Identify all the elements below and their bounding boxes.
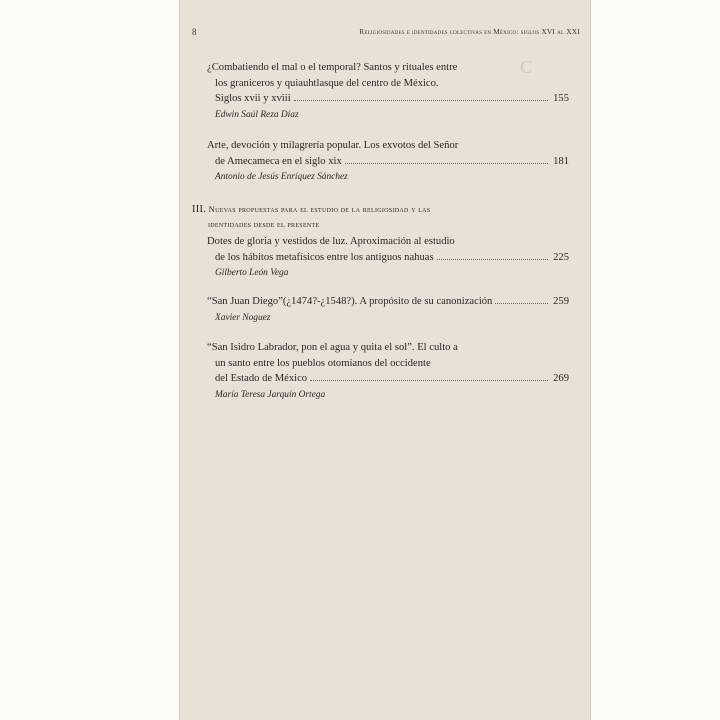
section-number: III. <box>192 204 207 215</box>
leader-dots <box>345 163 548 164</box>
page-number: 8 <box>192 27 197 37</box>
toc-page-number: 225 <box>553 251 569 263</box>
toc-entry-author: Xavier Noguez <box>215 312 271 323</box>
toc-entry <box>207 340 569 403</box>
toc-entry-last-line: del Estado de México 269 <box>207 371 569 387</box>
toc-entry <box>207 234 569 282</box>
toc-entry-last-line: “San Juan Diego”(¿1474?-¿1548?). A propósito de su canonización 259 <box>207 294 569 310</box>
toc-page-number: 269 <box>553 373 569 384</box>
toc-entry <box>207 294 569 326</box>
toc-entry-author: María Teresa Jarquín Ortega <box>215 389 326 400</box>
leader-dots <box>310 380 548 381</box>
toc-page-number: 259 <box>553 296 569 307</box>
toc-entry-author: Gilberto León Vega <box>215 268 289 278</box>
section-heading <box>192 202 574 232</box>
leader-dots <box>437 259 548 260</box>
toc-entry-author: Antonio de Jesús Enríquez Sánchez <box>215 172 348 182</box>
leader-dots <box>294 100 548 101</box>
toc-entry-author: Edwin Saúl Reza Díaz <box>215 109 299 120</box>
toc-page-number: 181 <box>553 155 569 167</box>
toc-entry-last-line: de los hábitos metafísicos entre los antiguos nahuas 225 <box>207 250 569 266</box>
toc-entry <box>207 60 569 123</box>
toc-entry-title-line: un santo entre los pueblos otomianos del occidente <box>215 357 431 369</box>
section-heading-line: identidades desde el presente <box>208 219 320 229</box>
toc-entry-last-line: Siglos xvii y xviii 155 <box>207 91 569 107</box>
toc-entry <box>207 138 569 186</box>
toc-entry-last-line: de Amecameca en el siglo xix 181 <box>207 154 569 170</box>
toc-page-number: 155 <box>553 93 569 104</box>
bleed-through-text: C <box>520 60 533 74</box>
leader-dots <box>495 303 548 304</box>
toc-entry-title-line: los graniceros y quiauhtlasque del centro de México. <box>215 77 439 89</box>
toc-entry-title-line: Arte, devoción y milagrería popular. Los exvotos del Señor <box>207 140 459 151</box>
toc-entry-title-line: ¿Combatiendo el mal o el temporal? Santos y rituales entre <box>207 62 458 73</box>
toc-entry-title-line: Dotes de gloria y vestidos de luz. Aproximación al estudio <box>207 236 455 247</box>
toc-entry-title-line: “San Isidro Labrador, pon el agua y quita el sol”. El culto a <box>207 342 458 353</box>
running-head-title: Religiosidades e identidades colectivas en México: siglos XVI al XXI <box>359 27 580 36</box>
section-heading-line: III. Nuevas propuestas para el estudio de la religiosidad y las <box>192 204 431 215</box>
